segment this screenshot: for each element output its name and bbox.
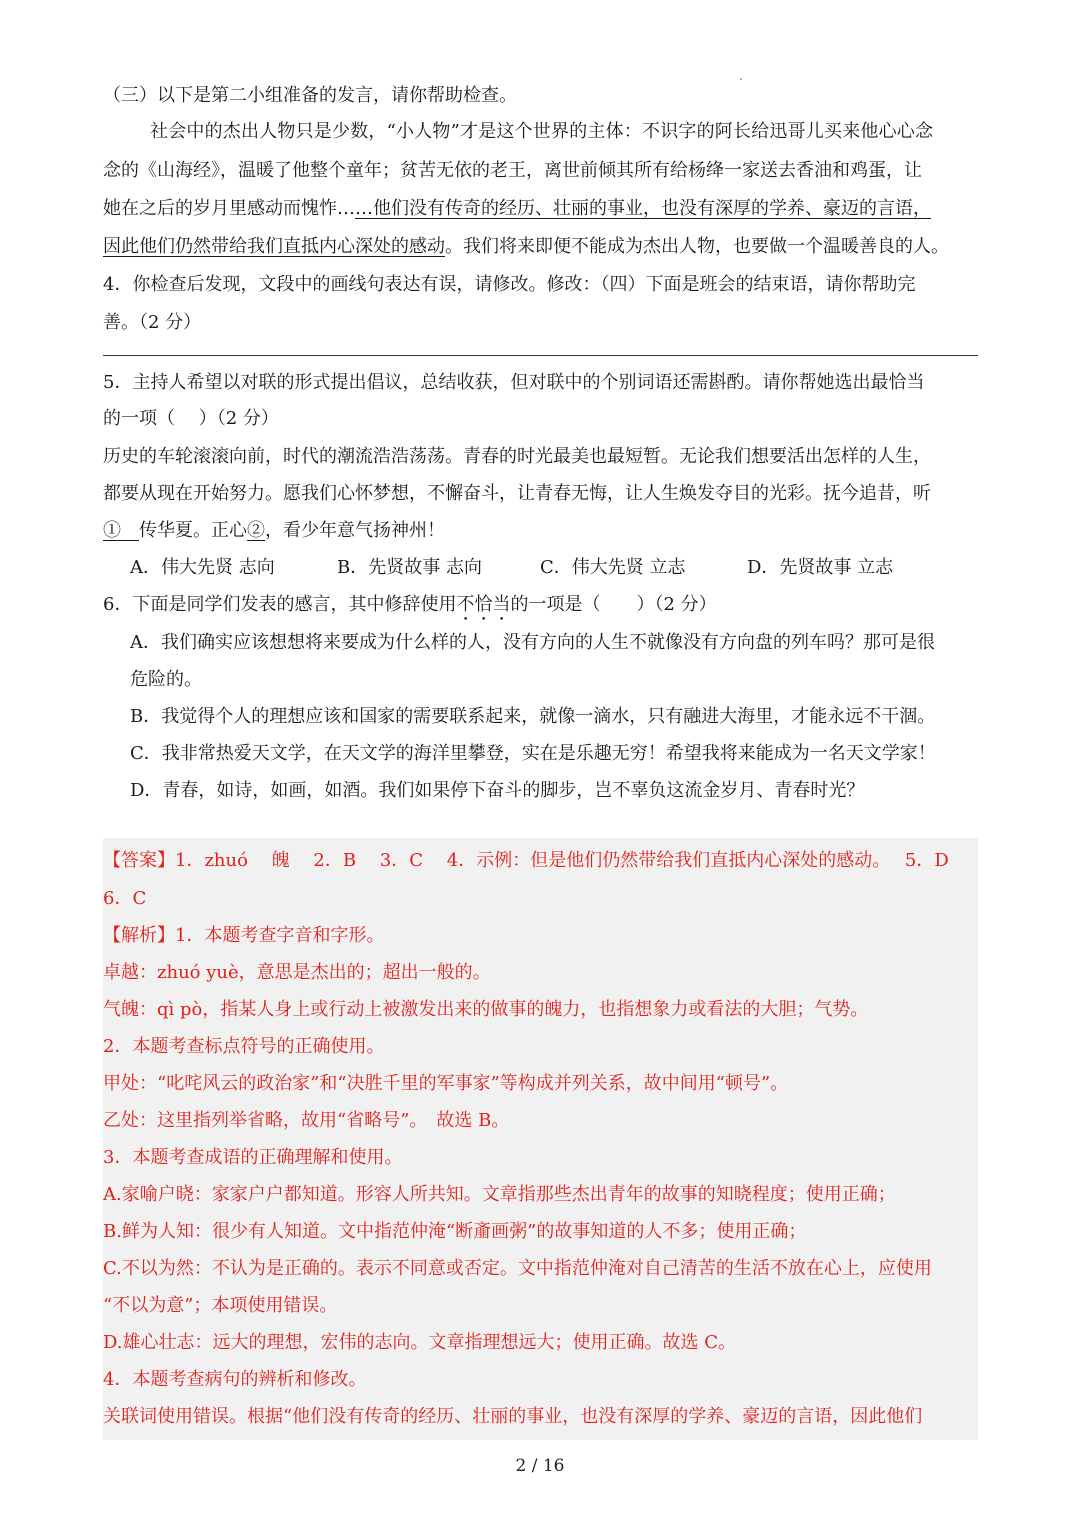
option-a: A．伟大先贤 志向 [130, 557, 275, 578]
couplet-end: ，看少年意气扬神州！ [265, 520, 445, 541]
analysis-line-6: 2．本题考查标点符号的正确使用。 [103, 1036, 385, 1057]
section3-paragraph-line3 [103, 196, 978, 222]
section3-paragraph-line2: 念的《山海经》，温暖了他整个童年；贫苦无依的老王，离世前倾其所有给杨绛一家送去香油和鸡蛋，让 [103, 160, 922, 181]
q6-stem-pre: 6．下面是同学们发表的感言，其中修辞使用 [103, 594, 457, 615]
blank-1-space [121, 520, 139, 541]
analysis-line-16: 关联词使用错误。根据“他们没有传奇的经历、壮丽的事业，也没有深厚的学养、豪迈的言语，因此他们 [103, 1406, 923, 1427]
q6-stem-post: 的一项是（ ）（2 分） [510, 594, 717, 615]
underlined-sentence-part1: …他们没有传奇的经历、壮丽的事业，也没有深厚的学养、豪迈的言语， [355, 198, 931, 219]
scan-speck [740, 78, 742, 80]
analysis-heading: 【解析】1．本题考查字音和字形。 [103, 925, 385, 946]
q6-option-c: C．我非常热爱天文学，在天文学的海洋里攀登，实在是乐趣无穷！希望我将来能成为一名天文学家！ [130, 743, 936, 764]
question-5-options [130, 555, 978, 581]
answer-line-1: 【答案】1．zhuó 魄 2．B 3．C 4．示例：但是他们仍然带给我们直抵内心深处的感动。 5．D [103, 850, 949, 871]
question-5-passage-line3 [103, 518, 978, 544]
analysis-line-13: “不以为意”；本项使用错误。 [103, 1295, 338, 1316]
analysis-line-4: 卓越：zhuó yuè，意思是杰出的；超出一般的。 [103, 962, 491, 983]
question-5-passage-line2: 都要从现在开始努力。愿我们心怀梦想，不懈奋斗，让青春无悔，让人生焕发夺目的光彩。抚今追昔，听 [103, 483, 931, 504]
underlined-sentence-part2: 因此他们仍然带给我们直抵内心深处的感动 [103, 236, 445, 257]
q6-option-d: D．青春，如诗，如画，如酒。我们如果停下奋斗的脚步，岂不辜负这流金岁月、青春时光？ [130, 780, 865, 801]
section3-line4-plain: 。我们将来即便不能成为杰出人物，也要做一个温暖善良的人。 [445, 236, 949, 257]
q6-option-a-line2: 危险的。 [130, 669, 202, 690]
question-5-line2: 的一项（ ）（2 分） [103, 408, 279, 429]
question-5-line1: 5．主持人希望以对联的形式提出倡议，总结收获，但对联中的个别词语还需斟酌。请你帮她选出最恰当 [103, 372, 925, 393]
option-c: C．伟大先贤 立志 [540, 557, 686, 578]
option-d: D．先贤故事 立志 [747, 557, 894, 578]
analysis-line-9: 3．本题考查成语的正确理解和使用。 [103, 1147, 403, 1168]
couplet-mid: 传华夏。正心 [139, 520, 247, 541]
analysis-line-5: 气魄：qì pò，指某人身上或行动上被激发出来的做事的魄力，也指想象力或看法的大胆；气势。 [103, 999, 869, 1020]
option-b: B．先贤故事 志向 [337, 557, 482, 578]
analysis-line-12: C.不以为然：不认为是正确的。表示不同意或否定。文中指范仲淹对自己清苦的生活不放在心上，应使用 [103, 1258, 932, 1279]
answer-line-divider [103, 355, 978, 356]
analysis-line-14: D.雄心壮志：远大的理想，宏伟的志向。文章指理想远大；使用正确。故选 C。 [103, 1332, 737, 1353]
section3-paragraph-line1: 社会中的杰出人物只是少数，“小人物”才是这个世界的主体：不识字的阿长给迅哥儿买来他心心念 [150, 121, 934, 142]
question-5-passage-line1: 历史的车轮滚滚向前，时代的潮流浩浩荡荡。青春的时光最美也最短暂。无论我们想要活出怎样的人生， [103, 446, 931, 467]
analysis-line-7: 甲处：“叱咤风云的政治家”和“决胜千里的军事家”等构成并列关系，故中间用“顿号”。 [103, 1073, 789, 1094]
question-6-stem [103, 592, 978, 625]
analysis-line-8: 乙处：这里指列举省略，故用“省略号”。 故选 B。 [103, 1110, 510, 1131]
question-4-line1: 4．你检查后发现，文段中的画线句表达有误，请修改。修改：（四）下面是班会的结束语，请你帮助完 [103, 274, 916, 295]
q6-option-b: B．我觉得个人的理想应该和国家的需要联系起来，就像一滴水，只有融进大海里，才能永远不干涸。 [130, 706, 936, 727]
blank-2: ② [247, 520, 265, 541]
question-4-line2: 善。（2 分） [103, 312, 202, 333]
analysis-line-15: 4．本题考查病句的辨析和修改。 [103, 1369, 367, 1390]
page-number: 2 / 16 [515, 1456, 565, 1476]
analysis-line-11: B.鲜为人知：很少有人知道。文中指范仲淹“断齑画粥”的故事知道的人不多；使用正确； [103, 1221, 807, 1242]
section3-heading: （三）以下是第二小组准备的发言，请你帮助检查。 [103, 85, 517, 106]
answer-line-2: 6．C [103, 888, 147, 909]
q6-stem-emphasis: 不恰当 [456, 594, 511, 615]
section3-paragraph-line4 [103, 234, 978, 260]
analysis-line-10: A.家喻户晓：家家户户都知道。形容人所共知。文章指那些杰出青年的故事的知晓程度；使用正确； [103, 1184, 896, 1205]
blank-1: ① [103, 520, 121, 541]
q6-option-a-line1: A．我们确实应该想想将来要成为什么样的人，没有方向的人生不就像没有方向盘的列车吗？那可是很 [130, 632, 935, 653]
section3-line3-plain: 她在之后的岁月里感动而愧怍… [103, 198, 355, 219]
